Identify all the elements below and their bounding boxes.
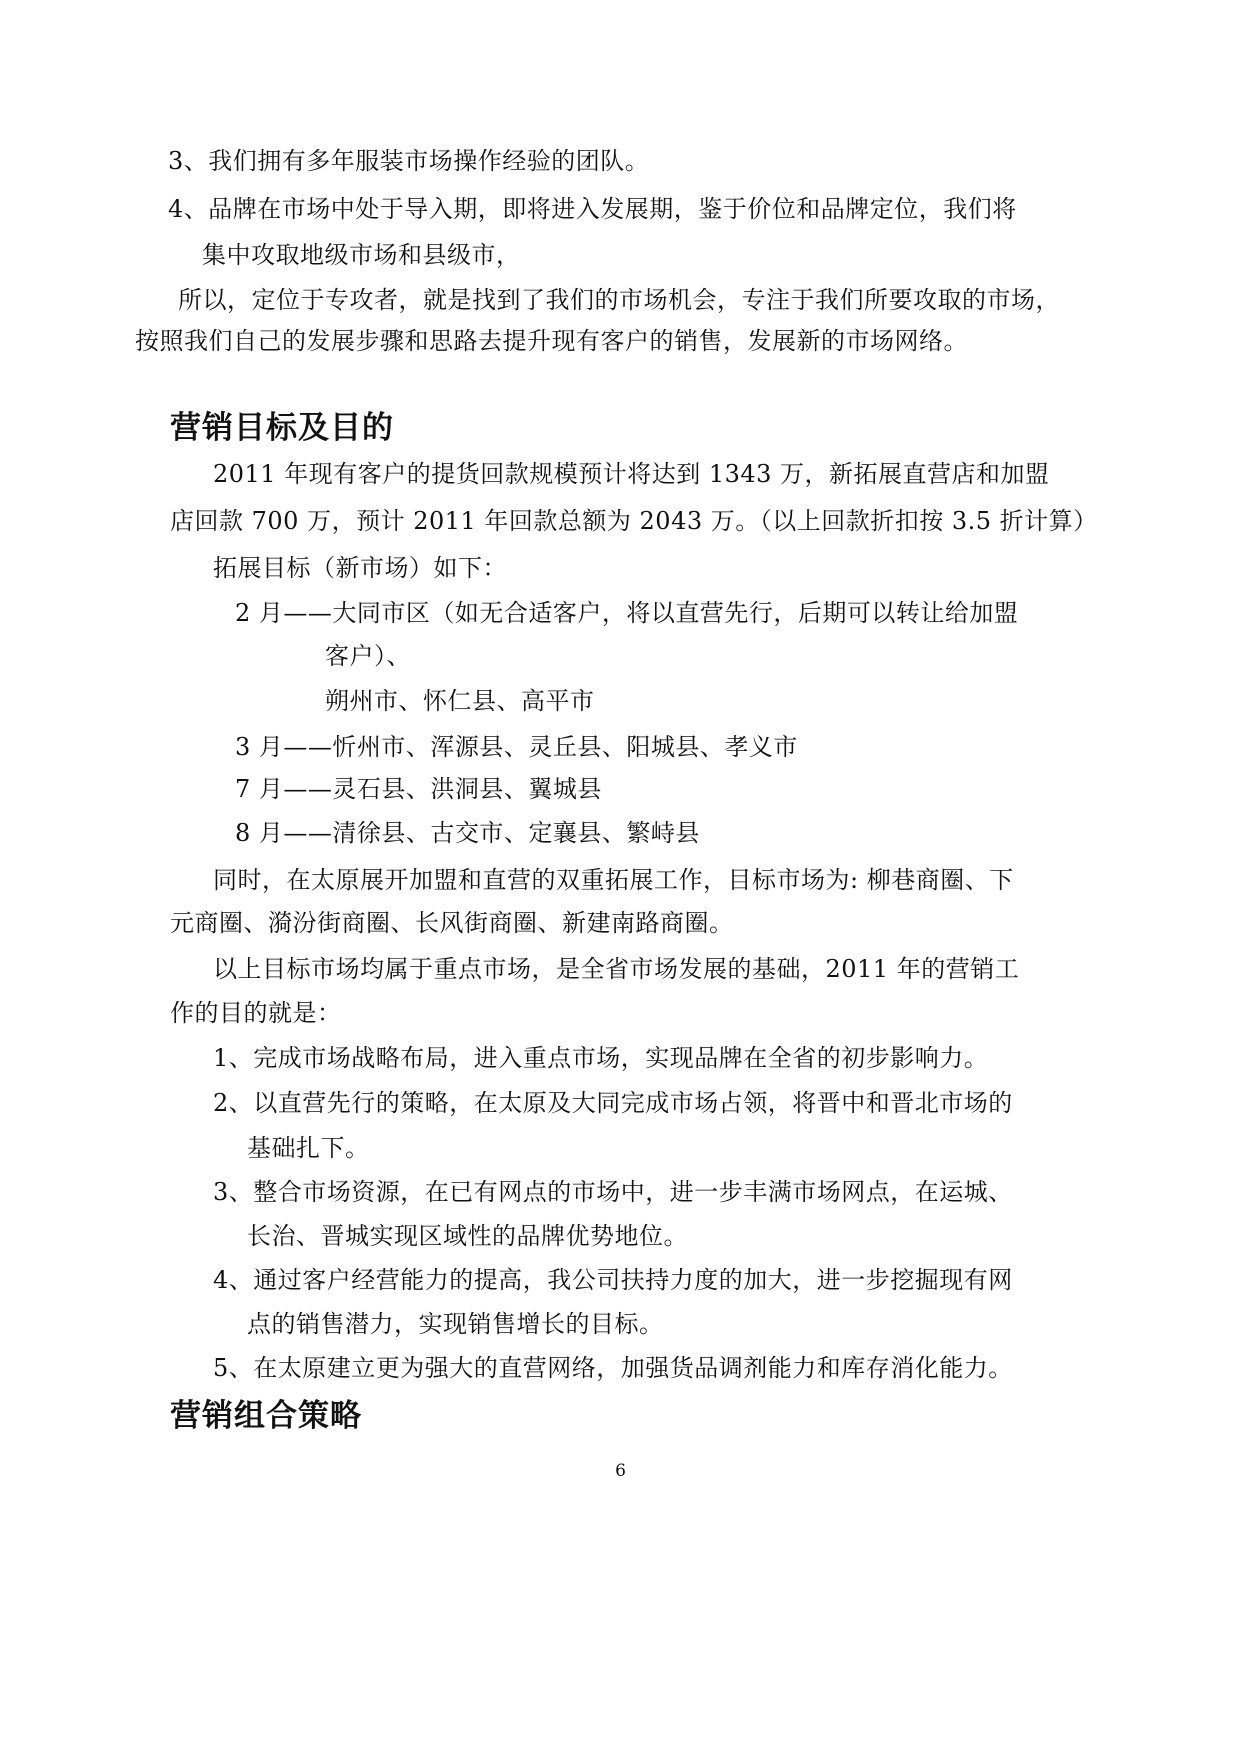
goal-item: 3、整合市场资源，在已有网点的市场中，进一步丰满市场网点，在运城、	[213, 1178, 1013, 1206]
intro-item-4-continued: 集中攻取地级市场和县级市，	[202, 241, 521, 269]
intro-paragraph-line-2: 按照我们自己的发展步骤和思路去提升现有客户的销售，发展新的市场网络。	[135, 327, 968, 355]
goals-paragraph-2-line-1: 同时，在太原展开加盟和直营的双重拓展工作，目标市场为: 柳巷商圈、下	[213, 866, 1014, 894]
intro-item-3: 3、我们拥有多年服装市场操作经验的团队。	[168, 147, 650, 175]
goal-item: 2、以直营先行的策略，在太原及大同完成市场占领，将晋中和晋北市场的	[213, 1089, 1013, 1117]
goal-item: 1、完成市场战略布局，进入重点市场，实现品牌在全省的初步影响力。	[213, 1044, 989, 1072]
section-heading-marketing-mix: 营销组合策略	[170, 1398, 362, 1434]
goal-item: 4、通过客户经营能力的提高，我公司扶持力度的加大，进一步挖掘现有网	[213, 1266, 1013, 1294]
goals-paragraph-1-line-2: 店回款 700 万，预计 2011 年回款总额为 2043 万。（以上回款折扣按 3.5 折计算）	[170, 507, 1098, 535]
goal-item: 基础扎下。	[247, 1134, 370, 1162]
goals-paragraph-3-line-1: 以上目标市场均属于重点市场，是全省市场发展的基础，2011 年的营销工	[213, 955, 1020, 983]
goals-paragraph-2-line-2: 元商圈、漪汾街商圈、长风街商圈、新建南路商圈。	[170, 909, 734, 937]
target-item: 客户）、	[325, 642, 411, 670]
target-item: 朔州市、怀仁县、高平市	[325, 687, 595, 715]
section-heading-marketing-goals: 营销目标及目的	[170, 410, 394, 446]
goal-item: 点的销售潜力，实现销售增长的目标。	[247, 1310, 664, 1338]
intro-paragraph-line-1: 所以，定位于专攻者，就是找到了我们的市场机会，专注于我们所要攻取的市场，	[178, 286, 1060, 314]
intro-item-4: 4、品牌在市场中处于导入期，即将进入发展期，鉴于价位和品牌定位，我们将	[168, 195, 1017, 223]
goal-item: 长治、晋城实现区域性的品牌优势地位。	[247, 1222, 688, 1250]
goals-paragraph-1-line-1: 2011 年现有客户的提货回款规模预计将达到 1343 万，新拓展直营店和加盟	[213, 460, 1050, 488]
goal-item: 5、在太原建立更为强大的直营网络，加强货品调剂能力和库存消化能力。	[213, 1354, 1013, 1382]
goals-paragraph-3-line-2: 作的目的就是：	[170, 999, 342, 1027]
target-item: 3 月——忻州市、浑源县、灵丘县、阳城县、孝义市	[235, 733, 798, 761]
target-item: 2 月——大同市区（如无合适客户，将以直营先行，后期可以转让给加盟	[235, 599, 1019, 627]
targets-intro: 拓展目标（新市场）如下：	[213, 554, 507, 582]
target-item: 8 月——清徐县、古交市、定襄县、繁峙县	[235, 819, 700, 847]
page-number: 6	[615, 1461, 626, 1481]
target-item: 7 月——灵石县、洪洞县、翼城县	[235, 775, 602, 803]
